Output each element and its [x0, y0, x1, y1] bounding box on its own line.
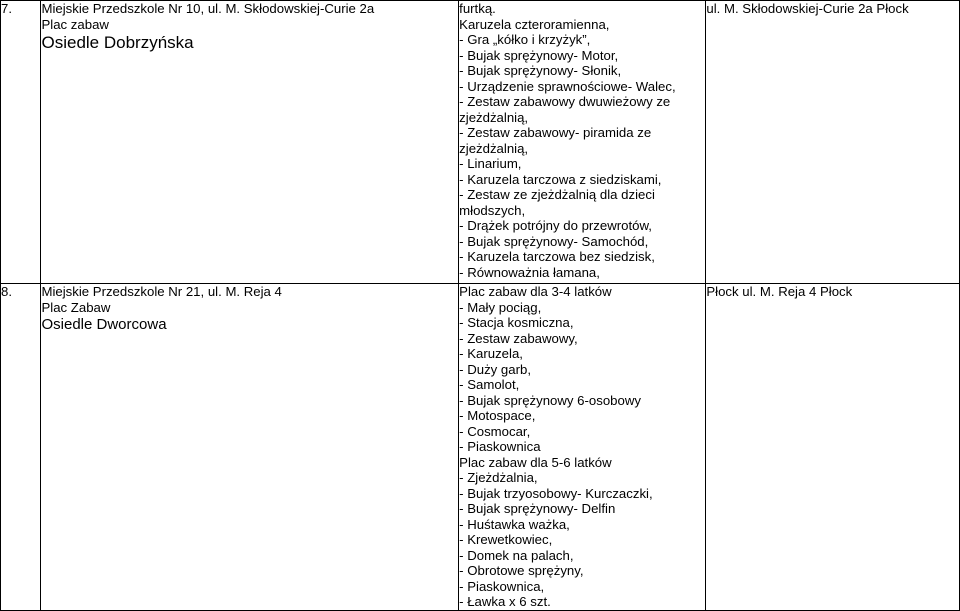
facility-name-cell	[41, 1, 459, 284]
equipment-item: Plac zabaw dla 5-6 latków	[459, 454, 612, 470]
equipment-cell	[459, 284, 706, 611]
equipment-item: - Krewetkowiec,	[459, 532, 553, 547]
equipment-item: - Obrotowe sprężyny,	[459, 563, 584, 578]
equipment-item: Plac zabaw dla 3-4 latków	[459, 284, 612, 299]
equipment-cell	[459, 1, 706, 284]
equipment-item: - Mały pociąg,	[459, 299, 542, 315]
equipment-item: - Zestaw zabawowy dwuwieżowy ze	[459, 94, 671, 109]
equipment-item: - Zestaw zabawowy,	[459, 330, 578, 346]
facility-type: Plac Zabaw	[41, 299, 111, 315]
facility-name: Miejskie Przedszkole Nr 10, ul. M. Skłodowskiej-Curie 2a	[41, 1, 375, 16]
equipment-item: zjeżdżalnią,	[459, 140, 529, 156]
equipment-item: - Zjeżdżalnia,	[459, 470, 538, 485]
equipment-item: - Cosmocar,	[459, 423, 531, 439]
equipment-item: - Bujak sprężynowy- Delfin	[459, 501, 616, 516]
equipment-item: - Ławka x 6 szt.	[459, 594, 551, 609]
equipment-item: - Karuzela tarczowa z siedziskami,	[459, 171, 662, 187]
facility-type: Plac zabaw	[41, 16, 109, 32]
equipment-item: - Zestaw zabawowy- piramida ze	[459, 125, 652, 140]
equipment-item: - Karuzela,	[459, 346, 523, 361]
address-cell	[706, 1, 960, 284]
row-number: 7.	[1, 1, 41, 284]
row-number: 8.	[1, 284, 41, 611]
table-row	[1, 1, 960, 284]
address: Płock ul. M. Reja 4 Płock	[706, 284, 853, 299]
equipment-item: - Bujak sprężynowy 6-osobowy	[459, 392, 641, 408]
equipment-item: - Zestaw ze zjeżdżalnią dla dzieci	[459, 187, 655, 202]
equipment-item: - Równoważnia łamana,	[459, 264, 600, 280]
equipment-item: - Bujak trzyosobowy- Kurczaczki,	[459, 485, 653, 501]
equipment-item: - Duży garb,	[459, 361, 531, 377]
equipment-item: furtką.	[459, 1, 496, 16]
district-name: Osiedle Dworcowa	[41, 316, 167, 333]
equipment-item: - Piaskownica	[459, 439, 541, 454]
equipment-item: Karuzela czteroramienna,	[459, 16, 610, 32]
equipment-list	[459, 1, 705, 280]
address: ul. M. Skłodowskiej-Curie 2a Płock	[706, 1, 909, 16]
equipment-item: - Bujak sprężynowy- Słonik,	[459, 63, 622, 78]
equipment-item: - Bujak sprężynowy- Motor,	[459, 47, 619, 63]
equipment-item: - Drążek potrójny do przewrotów,	[459, 218, 652, 233]
equipment-item: - Stacja kosmiczna,	[459, 315, 574, 330]
equipment-item: - Linarium,	[459, 156, 522, 171]
facility-name-cell	[41, 284, 459, 611]
equipment-item: - Piaskownica,	[459, 578, 545, 594]
equipment-item: młodszych,	[459, 202, 526, 218]
equipment-item: - Bujak sprężynowy- Samochód,	[459, 233, 649, 249]
facility-name: Miejskie Przedszkole Nr 21, ul. M. Reja 4	[41, 284, 282, 299]
equipment-item: - Samolot,	[459, 377, 520, 392]
equipment-item: - Gra „kółko i krzyżyk”,	[459, 32, 591, 47]
address-cell	[706, 284, 960, 611]
equipment-item: - Urządzenie sprawnościowe- Walec,	[459, 78, 676, 94]
equipment-item: - Huśtawka ważka,	[459, 516, 570, 532]
equipment-item: zjeżdżalnią,	[459, 109, 529, 125]
equipment-item: - Karuzela tarczowa bez siedzisk,	[459, 249, 655, 264]
district-name: Osiedle Dobrzyńska	[41, 33, 194, 52]
equipment-item: - Motospace,	[459, 408, 536, 423]
equipment-list	[459, 284, 705, 610]
table-row	[1, 284, 960, 611]
equipment-item: - Domek na palach,	[459, 547, 574, 563]
